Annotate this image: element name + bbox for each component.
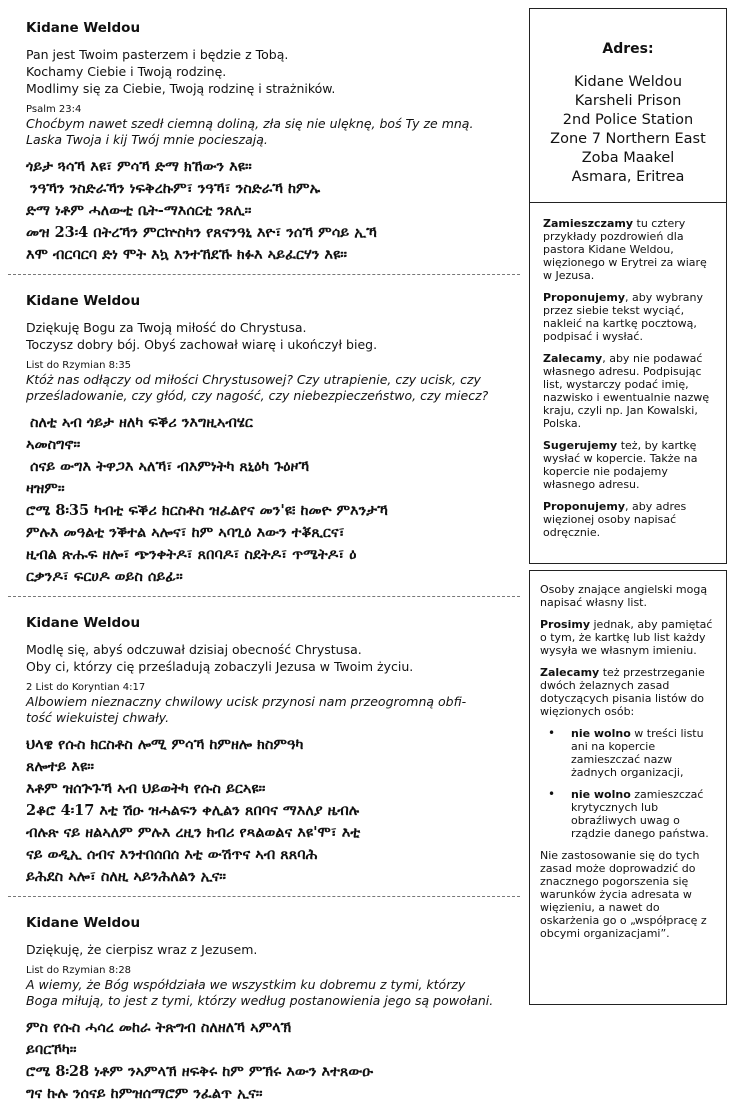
- address-line: 2nd Police Station: [562, 112, 694, 128]
- tigrinya-text: ምስ የሱስ ሓሳረ መከራ ትጽግብ ስለዘለኻ ኣምላኽ ይባርኾካ። ሮሜ 8፡28 ነቶም ንኣምላኽ ዘፍቅሩ ከም ምኽሩ እውን እተጸውዑ ግና ኩሉ ንሰናይ ከምዝሰማሮም ንፈልጥ ኢና።: [26, 1019, 374, 1102]
- card-title: Kidane Weldou: [26, 293, 141, 309]
- bullet-icon: •: [548, 726, 556, 740]
- card-message: Dziękuję Bogu za Twoją miłość do Chrystusa. Toczysz dobry bój. Obyś zachował wiarę i ukończył bieg.: [26, 320, 378, 352]
- address-line: Kidane Weldou: [573, 74, 683, 90]
- greeting-card-3: [8, 615, 520, 897]
- address-heading: Adres:: [602, 41, 654, 57]
- bible-reference: Psalm 23:4: [26, 104, 82, 115]
- bible-verse: Choćbym nawet szedł ciemną doliną, zła się nie ulęknę, boś Ty ze mną. Laska Twoja i kij Twój mnie pocieszają.: [26, 116, 474, 147]
- dashed-divider: [8, 596, 520, 597]
- note-paragraph: Proponujemy, aby wybrany przez siebie tekst wyciąć, nakleić na kartkę pocztową, podpisać i wysłać.: [543, 291, 703, 343]
- greeting-card-4: [8, 915, 520, 1105]
- card-title: Kidane Weldou: [26, 915, 141, 931]
- note-paragraph: Proponujemy, aby adres więzionej osoby napisać odręcznie.: [543, 500, 687, 539]
- address-line: Karsheli Prison: [574, 93, 682, 109]
- rules-paragraph: Zalecamy też przestrzeganie dwóch żelaznych zasad dotyczących pisania listów do więzionych osób:: [540, 666, 705, 718]
- info-column: [529, 8, 727, 1005]
- rules-paragraph: Prosimy jednak, aby pamiętać o tym, że kartkę lub list każdy wysyła we własnym imieniu.: [540, 618, 713, 657]
- tigrinya-text: ስለቲ ኣብ ጎይታ ዘለካ ፍቕሪ ንእግዚኣብሄር ኣመስግኖ። ሰናይ ውግእ ትዋጋእ ኣለኻ፣ ብእምነትካ ጸኒዕካ ጉዕዞኻ ዛዝም። ሮሜ 8፡35 ካብቲ ፍቕሪ ክርስቶስ ዝፈልየና መን'ዩ፧ ከመዮ ምእንታኻ ምሉእ መዓልቲ ንቕተል ኣሎና፣ ከም ኣባጊዕ እውን ተቖጺርና፣ ዚብል ጽሑፍ ዘሎ፣ ጭንቀትዶ፣ ጸበባዶ፣ ስደትዶ፣ ጥሜትዶ፣ ዕ ርቃንዶ፣ ፍርሀዶ ወይስ ሰይፊ።: [26, 414, 388, 585]
- card-message: Pan jest Twoim pasterzem i będzie z Tobą. Kochamy Ciebie i Twoją rodzinę. Modlimy się za Ciebie, Twoją rodzinę i strażników.: [26, 47, 336, 96]
- card-message: Modlę się, abyś odczuwał dzisiaj obecność Chrystusa. Oby ci, którzy cię prześladują zobaczyli Jezusa w Twoim życiu.: [26, 642, 414, 674]
- bible-reference: List do Rzymian 8:28: [26, 965, 132, 976]
- bible-verse: A wiemy, że Bóg współdziała we wszystkim ku dobremu z tymi, którzy Boga miłują, to jest z tymi, którzy według postanowienia jego są powołani.: [26, 977, 494, 1008]
- card-message: Dziękuję, że cierpisz wraz z Jezusem.: [26, 942, 258, 957]
- rules-closing: Nie zastosowanie się do tych zasad może doprowadzić do znacznego pogorszenia się warunków życia adresata w więzieniu, a nawet do oskarżenia go o „współpracę z obcymi organizacjami”.: [540, 849, 707, 940]
- list-item: • nie wolno w treści listu ani na kopercie zamieszczać nazw żadnych organizacji,: [548, 726, 704, 779]
- rules-box: [529, 570, 727, 1005]
- bible-verse: Któż nas odłączy od miłości Chrystusowej? Czy utrapienie, czy ucisk, czy prześladowanie, czy głód, czy nagość, czy niebezpieczeństwo, czy miecz?: [26, 372, 489, 403]
- address-line: Zoba Maakel: [581, 150, 675, 166]
- bible-reference: 2 List do Koryntian 4:17: [26, 682, 146, 693]
- bible-reference: List do Rzymian 8:35: [26, 360, 132, 371]
- card-title: Kidane Weldou: [26, 20, 141, 36]
- greeting-card-1: [8, 20, 520, 275]
- note-paragraph: Zamieszczamy tu cztery przykłady pozdrowień dla pastora Kidane Weldou, więzionego w Erytrei za wiarę w Jezusa.: [543, 217, 707, 282]
- list-item: • nie wolno zamieszczać krytycznych lub obraźliwych uwag o rządzie danego państwa.: [548, 787, 709, 840]
- address-line: Zone 7 Northern East: [550, 131, 706, 147]
- card-title: Kidane Weldou: [26, 615, 141, 631]
- note-paragraph: Sugerujemy też, by kartkę wysłać w kopercie. Także na kopercie nie podajemy własnego adresu.: [543, 439, 698, 491]
- dashed-divider: [8, 274, 520, 275]
- rules-list: [540, 727, 716, 840]
- dashed-divider: [8, 896, 520, 897]
- bible-verse: Albowiem nieznaczny chwilowy ucisk przynosi nam przeogromną obfi- tość wiekuistej chwały.: [26, 694, 467, 725]
- address-box: [529, 8, 727, 203]
- note-paragraph: Zalecamy, aby nie podawać własnego adresu. Podpisując list, wystarczy podać imię, nazwisko i ewentualnie nazwę kraju, czyli np. Jan Kowalski, Polska.: [543, 352, 710, 430]
- tigrinya-text: ጎይታ ጓሳኻ እዩ፣ ምሳኻ ድማ ክኸውን እዩ። ንዓኻን ንስድራኻን ነፍቅረኩም፣ ንዓኻ፣ ንስድራኻ ከምኡ ድማ ነቶም ሓለውቲ ቤት-ማእሰርቲ ንጸሊ። መዝ 23፡4 በትረኻን ምርኵስካን የጸናንዓኒ እዮ፣ ንሰኻ ምሳይ ኢኻ እሞ ብርባርባ ድነ ሞት እኳ እንተኸደኹ ክፉእ ኣይፈርሃን እዩ።: [26, 158, 377, 263]
- address-line: Asmara, Eritrea: [571, 169, 685, 185]
- tigrinya-text: ህላዌ የሱስ ክርስቶስ ሎሚ ምሳኻ ከምዘሎ ክስምዓካ ጸሎተይ እዩ። እቶም ዝሰጕጉኻ ኣብ ህይወትካ የሱስ ይርኣዩ። 2ቆሮ 4፡17 እቲ ሽዑ ዝሓልፍን ቀሊልን ጸበባና ማእለያ ዜብሉ ብሉጽ ናይ ዘልኣለም ምሉእ ረዚን ክብሪ የጻልወልና እዩ'ሞ፣ እቲ ናይ ወዲኢ ሰብና እንተበሰበሰ እቲ ውሽጥና ኣብ ጸጸባሕ ይሕደስ ኣሎ፣ ስለዚ ኣይንሕለልን ኢና።: [26, 736, 361, 885]
- instructions-box: [529, 203, 727, 564]
- greeting-card-2: [8, 293, 520, 597]
- bullet-icon: •: [548, 787, 556, 801]
- cards-column: [8, 6, 520, 1105]
- rules-intro: Osoby znające angielski mogą napisać własny list.: [540, 583, 708, 609]
